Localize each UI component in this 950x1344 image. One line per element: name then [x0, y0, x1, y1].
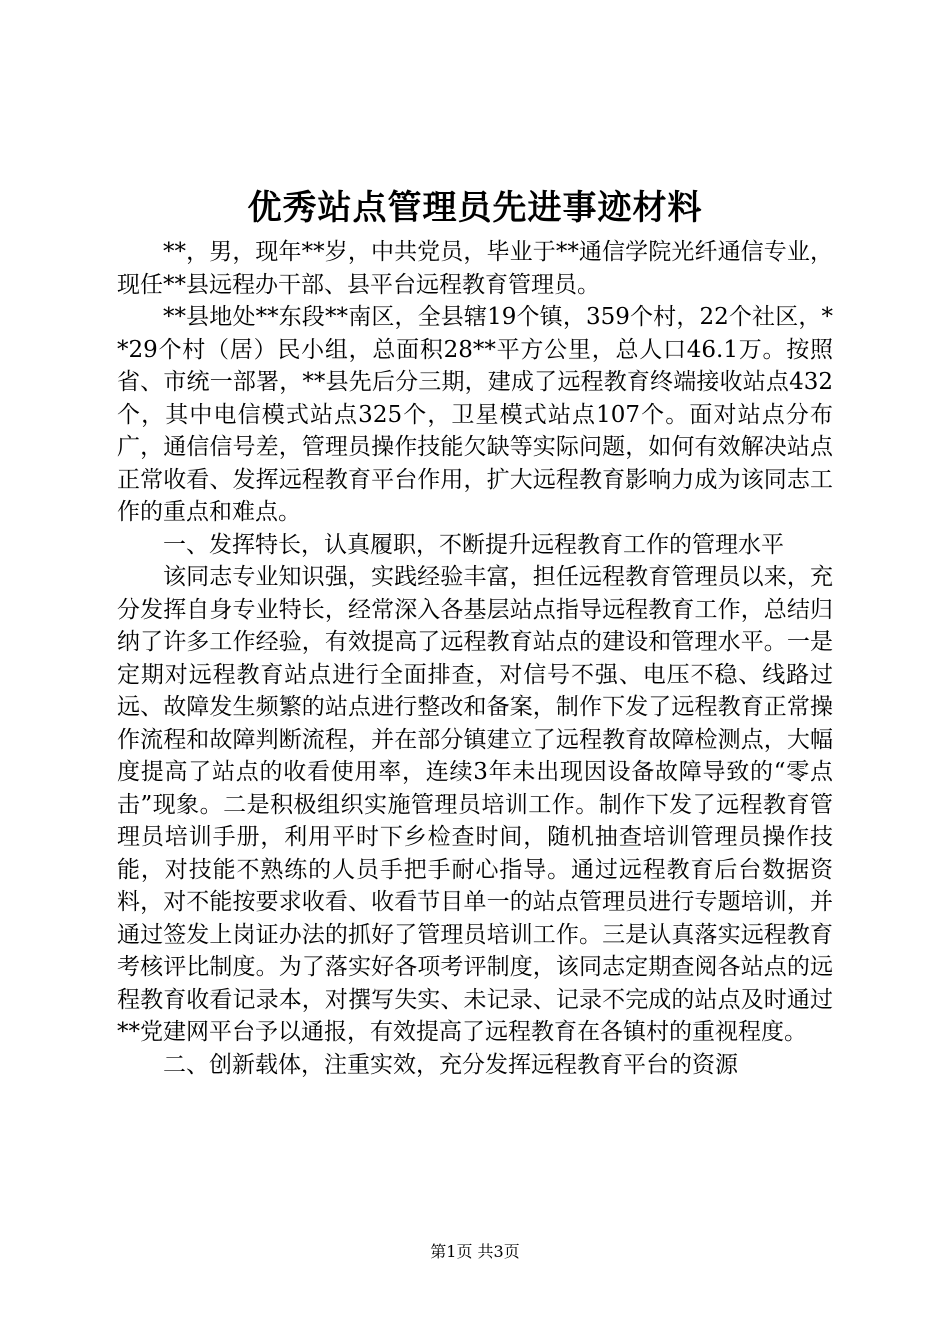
page-footer: 第1页 共3页 [430, 1242, 520, 1261]
document-body [117, 236, 833, 1081]
body-paragraph: 该同志专业知识强，实践经验丰富，担任远程教育管理员以来，充分发挥自身专业特长，经常深入各基层站点指导远程教育工作，总结归纳了许多工作经验，有效提高了远程教育站点的建设和管理水平。一是定期对远程教育站点进行全面排查，对信号不强、电压不稳、线路过远、故障发生频繁的站点进行整改和备案，制作下发了远程教育正常操作流程和故障判断流程，并在部分镇建立了远程教育故障检测点，大幅度提高了站点的收看使用率，连续3年未出现因设备故障导致的“零点击”现象。二是积极组织实施管理员培训工作。制作下发了远程教育管理员培训手册，利用平时下乡检查时间，随机抽查培训管理员操作技能，对技能不熟练的人员手把手耐心指导。通过远程教育后台数据资料，对不能按要求收看、收看节目单一的站点管理员进行专题培训，并通过签发上岗证办法的抓好了管理员培训工作。三是认真落实远程教育考核评比制度。为了落实好各项考评制度，该同志定期查阅各站点的远程教育收看记录本，对撰写失实、未记录、记录不完成的站点及时通过**党建网平台予以通报，有效提高了远程教育在各镇村的重视程度。 [117, 564, 833, 1045]
section-heading: 一、发挥特长，认真履职，不断提升远程教育工作的管理水平 [163, 531, 784, 558]
document-title: 优秀站点管理员先进事迹材料 [247, 188, 703, 228]
body-paragraph: **，男，现年**岁，中共党员，毕业于**通信学院光纤通信专业，现任**县远程办干部、县平台远程教育管理员。 [117, 239, 833, 298]
body-paragraph: **县地处**东段**南区，全县辖19个镇，359个村，22个社区，**29个村（居）民小组，总面积28**平方公里，总人口46.1万。按照省、市统一部署，**县先后分三期，建成了远程教育终端接收站点432个，其中电信模式站点325个，卫星模式站点107个。面对站点分布广，通信信号差，管理员操作技能欠缺等实际问题，如何有效解决站点正常收看、发挥远程教育平台作用，扩大远程教育影响力成为该同志工作的重点和难点。 [117, 304, 833, 525]
section-heading: 二、创新载体，注重实效，充分发挥远程教育平台的资源 [163, 1051, 738, 1078]
